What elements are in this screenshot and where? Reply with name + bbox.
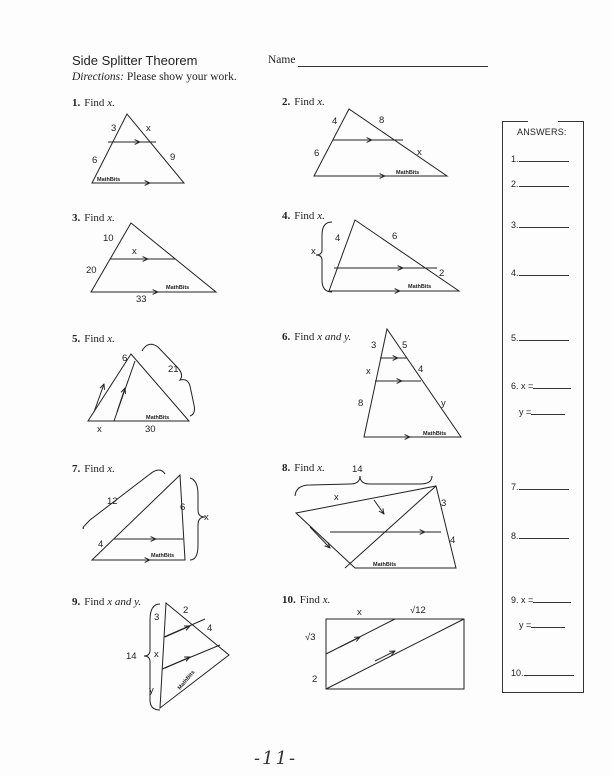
- problem-var: x.: [317, 96, 325, 108]
- fig6-label-c: x: [366, 366, 371, 377]
- problem-prompt: Find: [84, 463, 105, 475]
- answer-6x[interactable]: [511, 379, 571, 391]
- fig2-label-b: 8: [379, 115, 385, 126]
- fig7-brand: MathBits: [151, 553, 175, 559]
- figure-4-triangle: [316, 220, 459, 292]
- answer-label: 6. x =: [511, 381, 534, 391]
- answer-label: 2.: [511, 179, 519, 189]
- answer-blank[interactable]: [531, 405, 565, 415]
- fig9-label-a: 3: [154, 612, 160, 623]
- fig9-label-f: y: [149, 685, 154, 696]
- fig9-label-d: 14: [126, 651, 137, 662]
- answer-10[interactable]: [511, 666, 574, 678]
- fig6-label-f: y: [441, 398, 446, 409]
- fig3-label-b: x: [132, 246, 137, 257]
- fig3-label-a: 10: [103, 233, 114, 244]
- answers-box: [502, 121, 584, 693]
- problem-var: x.: [107, 463, 115, 475]
- problem-number: 2.: [282, 96, 291, 108]
- fig2-brand: MathBits: [396, 170, 420, 176]
- fig6-label-d: 4: [418, 364, 424, 375]
- fig7-label-c: x: [204, 512, 209, 523]
- fig8-label-b: x: [334, 492, 339, 503]
- fig2-label-d: x: [417, 147, 422, 158]
- directions-label: Directions:: [72, 71, 124, 83]
- page-number: -11-: [254, 748, 298, 769]
- answer-blank[interactable]: [531, 618, 565, 628]
- fig8-label-c: 3: [441, 498, 447, 509]
- answer-blank[interactable]: [519, 331, 569, 341]
- problem-var: x.: [322, 594, 331, 606]
- answer-label: 9. x =: [511, 595, 534, 605]
- problem-prompt: Find: [299, 594, 320, 606]
- fig10-label-d: 2: [312, 674, 318, 685]
- answer-label: 10.: [511, 668, 524, 678]
- fig7-label-d: 4: [98, 539, 104, 550]
- answers-box-top-left: [502, 121, 528, 122]
- problem-number: 8.: [282, 462, 291, 474]
- fig9-brand: MathBits: [176, 669, 197, 692]
- fig4-label-d: 2: [439, 268, 445, 279]
- problem-var: x.: [317, 210, 325, 222]
- worksheet-title: Side Splitter Theorem: [72, 53, 198, 68]
- answer-label: 3.: [511, 220, 519, 230]
- fig1-label-c: 6: [92, 155, 98, 166]
- answer-label: 8.: [511, 531, 519, 541]
- answer-label: 7.: [511, 482, 519, 492]
- answer-9y[interactable]: [519, 618, 565, 630]
- fig3-label-c: 20: [86, 265, 97, 276]
- fig5-brand: MathBits: [146, 415, 170, 421]
- answer-label: 5.: [511, 333, 519, 343]
- fig10-label-c: √3: [305, 632, 316, 643]
- fig3-label-d: 33: [136, 294, 147, 305]
- fig3-brand: MathBits: [166, 285, 190, 291]
- fig10-label-b: √12: [410, 605, 426, 616]
- answer-label: y =: [519, 407, 532, 417]
- problem-prompt: Find: [84, 333, 105, 345]
- fig1-label-a: 3: [111, 123, 117, 134]
- fig5-label-c: x: [97, 424, 102, 435]
- answer-label: y =: [519, 620, 532, 630]
- fig2-label-a: 4: [332, 116, 338, 127]
- answer-blank[interactable]: [533, 593, 571, 603]
- problem-prompt: Find: [84, 212, 105, 224]
- problem-number: 7.: [72, 463, 81, 475]
- answer-blank[interactable]: [519, 152, 569, 162]
- fig6-label-b: 5: [402, 340, 408, 351]
- answer-label: 1.: [511, 154, 519, 164]
- problem-var: x.: [107, 333, 115, 345]
- answer-blank[interactable]: [519, 218, 569, 228]
- answer-8[interactable]: [511, 529, 569, 541]
- problem-number: 5.: [72, 333, 81, 345]
- fig4-label-b: 4: [335, 233, 341, 244]
- fig5-label-b: 21: [168, 364, 179, 375]
- fig1-brand: MathBits: [97, 177, 121, 183]
- problem-prompt: Find: [294, 96, 315, 108]
- directions-text: Please show your work.: [126, 71, 237, 83]
- answer-9x[interactable]: [511, 593, 571, 605]
- answer-blank[interactable]: [533, 379, 571, 389]
- answers-box-top-right: [558, 121, 584, 122]
- fig8-brand: MathBits: [373, 562, 397, 568]
- fig6-brand: MathBits: [423, 431, 447, 437]
- problem-var: x.: [107, 212, 115, 224]
- fig1-label-d: 9: [170, 152, 176, 163]
- answer-5[interactable]: [511, 331, 569, 343]
- figure-10-rectangle: [326, 619, 464, 689]
- fig8-label-a: 14: [352, 464, 363, 475]
- fig2-label-c: 6: [314, 148, 320, 159]
- fig4-brand: MathBits: [408, 284, 432, 290]
- answer-2[interactable]: [511, 177, 569, 189]
- answer-label: 4.: [511, 268, 519, 278]
- answers-heading: ANSWERS:: [517, 127, 567, 137]
- name-label: Name: [268, 54, 296, 66]
- answer-blank[interactable]: [519, 529, 569, 539]
- answer-4[interactable]: [511, 266, 569, 278]
- answer-blank[interactable]: [519, 480, 569, 490]
- problem-var: x and y.: [317, 331, 352, 343]
- problem-number: 6.: [282, 331, 291, 343]
- answer-3[interactable]: [511, 218, 569, 230]
- fig5-label-d: 30: [145, 424, 156, 435]
- problem-prompt: Find: [294, 462, 315, 474]
- problem-prompt: Find: [84, 97, 105, 109]
- figure-5-triangle: [88, 344, 195, 421]
- problem-prompt: Find: [294, 331, 315, 343]
- answer-6y[interactable]: [519, 405, 565, 417]
- fig7-label-a: 12: [107, 496, 118, 507]
- fig6-label-a: 3: [371, 340, 377, 351]
- problem-number: 4.: [282, 210, 291, 222]
- fig7-label-b: 6: [180, 502, 186, 513]
- fig5-label-a: 6: [122, 353, 128, 364]
- figure-8-quadrilateral: [295, 476, 456, 568]
- fig1-label-b: x: [146, 123, 151, 134]
- fig9-label-e: x: [154, 649, 159, 660]
- problem-prompt: Find: [84, 596, 105, 608]
- answer-7[interactable]: [511, 480, 569, 492]
- problem-var: x.: [107, 97, 115, 109]
- fig9-label-c: 4: [207, 623, 213, 634]
- fig4-label-c: 6: [392, 231, 398, 242]
- answer-blank[interactable]: [519, 177, 569, 187]
- fig10-label-a: x: [357, 607, 362, 618]
- answer-blank[interactable]: [524, 666, 574, 676]
- fig9-label-b: 2: [183, 605, 189, 616]
- figure-6-triangle: [364, 329, 461, 437]
- problem-prompt: Find: [294, 210, 315, 222]
- problem-number: 3.: [72, 212, 81, 224]
- answer-1[interactable]: [511, 152, 569, 164]
- answer-blank[interactable]: [519, 266, 569, 276]
- problem-number: 10.: [282, 594, 296, 606]
- fig8-label-d: 4: [450, 535, 456, 546]
- fig4-label-a: x: [311, 246, 316, 257]
- figure-1-triangle: [92, 114, 184, 183]
- problem-var: x and y.: [107, 596, 142, 608]
- problem-var: x.: [317, 462, 325, 474]
- problem-number: 1.: [72, 97, 81, 109]
- problem-number: 9.: [72, 596, 81, 608]
- fig6-label-e: 8: [358, 398, 364, 409]
